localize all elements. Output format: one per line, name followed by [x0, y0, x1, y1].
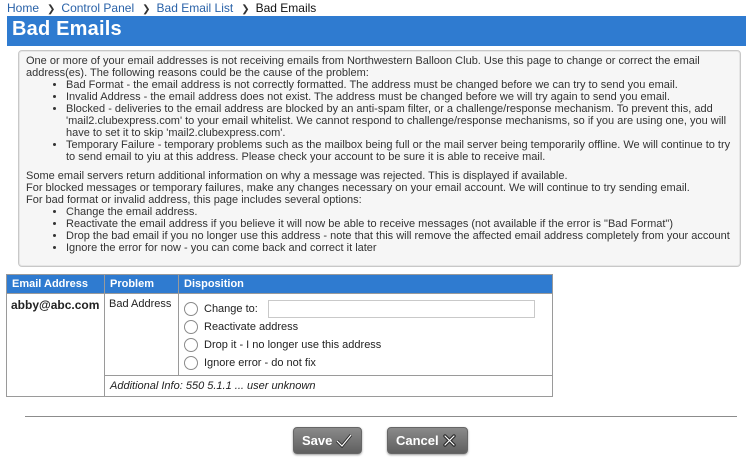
reason-bad-format: • Bad Format - the email address is not correctly formatted. The address must be changed before we can try to send you email. [66, 79, 733, 91]
change-to-radio[interactable] [184, 302, 198, 316]
reactivate-label: Reactivate address [204, 321, 299, 333]
column-header-problem: Problem [105, 275, 179, 294]
chevron-right-icon: ❯ [142, 4, 151, 15]
table-row [7, 294, 553, 376]
breadcrumb-control-panel-link[interactable]: Control Panel [61, 1, 135, 15]
ignore-label: Ignore error - do not fix [204, 357, 316, 369]
page-title-bar [7, 16, 746, 46]
bad-emails-table [6, 274, 553, 397]
option-drop: • Drop the bad email if you no longer use this address - note that this will remove the affected email address completely from your account [66, 230, 733, 242]
drop-radio[interactable] [184, 338, 198, 352]
options-list [26, 206, 733, 254]
column-header-disposition: Disposition [179, 275, 553, 294]
close-icon [443, 434, 456, 447]
page-title: Bad Emails [12, 18, 122, 40]
reactivate-radio[interactable] [184, 320, 198, 334]
chevron-right-icon: ❯ [47, 4, 56, 15]
change-to-label: Change to: [204, 303, 258, 315]
reasons-list [26, 79, 733, 163]
breadcrumb-current: Bad Emails [255, 1, 317, 15]
divider [25, 416, 737, 417]
cancel-button[interactable] [387, 427, 468, 454]
breadcrumb-bad-email-list-link[interactable]: Bad Email List [156, 1, 234, 15]
breadcrumb-home-link[interactable]: Home [7, 1, 40, 15]
reason-blocked: • Blocked - deliveries to the email address are blocked by an anti-spam filter, or a challenge/response mechanism. To prevent this, add 'mail2.clubexpress.com' to your email whitelist. We cannot respond to challenge/response mechanisms, so if you are using one, you will have to set it to skip 'mail2.clubexpress.com'. [66, 103, 733, 139]
cancel-button-label: Cancel [396, 433, 439, 448]
ignore-radio[interactable] [184, 356, 198, 370]
drop-label: Drop it - I no longer use this address [204, 339, 382, 351]
save-button[interactable] [293, 427, 362, 454]
save-button-label: Save [302, 433, 333, 448]
email-address-cell: abby@abc.com [7, 294, 105, 397]
additional-info: Additional Info: 550 5.1.1 ... user unknown [105, 376, 553, 397]
reason-temporary-failure: • Temporary Failure - temporary problems such as the mailbox being full or the mail server being temporarily offline. We will continue to try to send email to yiu at this address. Please check your account to be sure it is able to receive mail. [66, 139, 733, 163]
problem-cell: Bad Address [105, 294, 179, 376]
disposition-cell [179, 294, 553, 376]
info-note: Some email servers return additional information on why a message was rejected. This is displayed if available. [26, 170, 568, 182]
drop-option [184, 336, 548, 354]
breadcrumb [7, 1, 316, 16]
info-panel [18, 50, 741, 267]
column-header-email: Email Address [7, 275, 105, 294]
checkmark-icon [336, 434, 352, 448]
info-note: For bad format or invalid address, this page includes several options: [26, 194, 362, 206]
option-change: • Change the email address. [66, 206, 733, 218]
ignore-option [184, 354, 548, 372]
reason-invalid-address: • Invalid Address - the email address does not exist. The address must be changed before we will try again to send you email. [66, 91, 733, 103]
info-intro: One or more of your email addresses is not receiving emails from Northwestern Balloon Club. Use this page to change or correct the email address(es). The following reasons could be the cause of the problem: [26, 55, 700, 79]
chevron-right-icon: ❯ [241, 4, 250, 15]
reactivate-option [184, 318, 548, 336]
option-reactivate: • Reactivate the email address if you believe it will now be able to receive messages (not available if the error is "Bad Format") [66, 218, 733, 230]
option-ignore: • Ignore the error for now - you can come back and correct it later [66, 242, 733, 254]
change-to-input[interactable] [268, 300, 535, 318]
change-option [184, 300, 548, 318]
info-note: For blocked messages or temporary failures, make any changes necessary on your email account. We will continue to try sending email. [26, 182, 690, 194]
